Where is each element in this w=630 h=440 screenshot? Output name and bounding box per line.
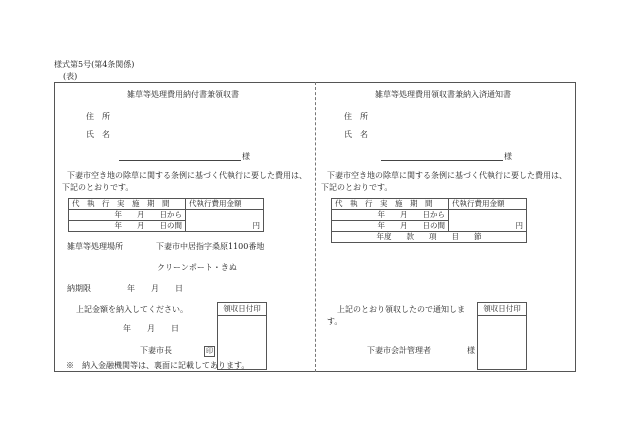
left-period-to: 年 月 日の間 xyxy=(69,221,186,232)
right-cost-table xyxy=(331,198,527,243)
left-note: ※ 納入金融機関等は、裏面に記載してあります。 xyxy=(66,361,250,370)
left-body-line2: 下記のとおりです。 xyxy=(62,183,134,192)
right-account-row: 年度 款 項 目 節 xyxy=(332,232,527,243)
right-honorific: 様 xyxy=(504,152,512,161)
right-stamp-box xyxy=(477,302,527,370)
right-stamp-label: 領収日付印 xyxy=(478,303,526,316)
side-label: (表) xyxy=(63,72,78,81)
left-cost-table xyxy=(68,198,264,232)
left-body-line1: 下妻市空き地の除草に関する条例に基づく代執行に要した費用は、 xyxy=(67,171,307,180)
form-number: 様式第5号(第4条関係) xyxy=(54,60,135,69)
right-col1-header: 代 執 行 実 施 期 間 xyxy=(332,199,449,210)
right-col2-header: 代執行費用金額 xyxy=(449,199,527,210)
left-period-from: 年 月 日から xyxy=(69,210,186,221)
right-period-from: 年 月 日から xyxy=(332,210,449,221)
left-pay-text: 上記金額を納入してください。 xyxy=(76,305,188,314)
left-stamp-label: 領収日付印 xyxy=(218,303,266,316)
right-period-to: 年 月 日の間 xyxy=(332,221,449,232)
left-mayor: 下妻市長 xyxy=(140,346,172,355)
right-receipt-line2: す。 xyxy=(327,317,343,326)
left-honorific: 様 xyxy=(242,152,250,161)
left-place-label: 雑草等処理場所 xyxy=(67,242,123,251)
right-body-line2: 下記のとおりです。 xyxy=(321,183,393,192)
left-name-label: 氏 名 xyxy=(86,130,110,139)
right-title: 雑草等処理費用領収書兼納入済通知書 xyxy=(375,90,511,99)
cut-line xyxy=(315,82,316,372)
seal-mark: 印 xyxy=(206,347,213,355)
left-place-name: クリーンポート・きぬ xyxy=(157,263,237,272)
left-col2-header: 代執行費用金額 xyxy=(186,199,264,210)
left-title: 雑草等処理費用納付書兼領収書 xyxy=(127,90,239,99)
right-manager: 下妻市会計管理者 xyxy=(367,346,431,355)
left-date-text: 年 月 日 xyxy=(123,324,179,333)
left-deadline-value: 年 月 日 xyxy=(127,284,183,293)
right-name-label: 氏 名 xyxy=(344,130,368,139)
right-body-line1: 下妻市空き地の除草に関する条例に基づく代執行に要した費用は、 xyxy=(327,171,567,180)
right-manager-honorific: 様 xyxy=(467,346,475,355)
left-address-label: 住 所 xyxy=(86,112,110,121)
right-receipt-line1: 上記のとおり領収したので通知しま xyxy=(337,305,465,314)
left-place-value: 下妻市中居指字桑原1100番地 xyxy=(156,242,265,251)
right-address-label: 住 所 xyxy=(344,112,368,121)
right-amount-yen: 円 xyxy=(449,210,527,232)
left-name-line xyxy=(119,160,241,161)
left-col1-header: 代 執 行 実 施 期 間 xyxy=(69,199,186,210)
left-stamp-box xyxy=(217,302,267,370)
left-amount-yen: 円 xyxy=(186,210,264,232)
right-name-line xyxy=(381,160,503,161)
left-deadline-label: 納期限 xyxy=(67,284,91,293)
